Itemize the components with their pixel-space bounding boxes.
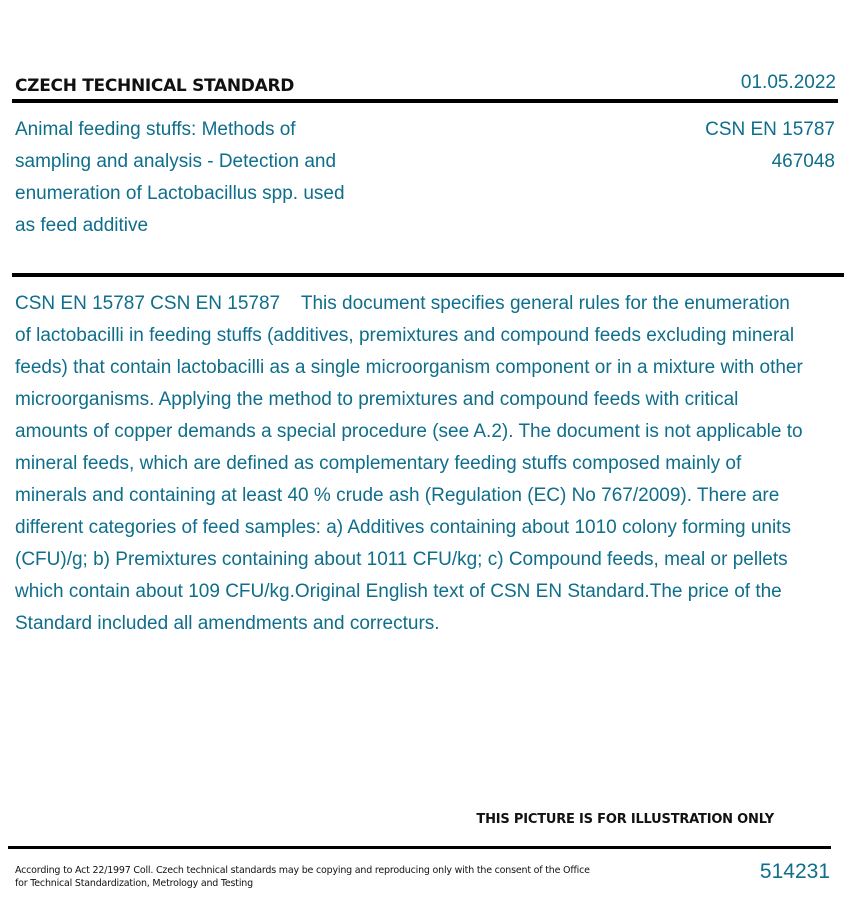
title-divider <box>12 273 844 277</box>
illustration-disclaimer: THIS PICTURE IS FOR ILLUSTRATION ONLY <box>476 812 774 827</box>
standard-number: 467048 <box>771 151 835 172</box>
standard-title: Animal feeding stuffs: Methods of sampling and analysis - Detection and enumeration of Lactobacillus spp. used as feed additive <box>15 119 345 236</box>
standard-description: CSN EN 15787 CSN EN 15787 This document specifies general rules for the enumeration of lactobacilli in feeding stuffs (additives, premixtures and compound feeds excluding mineral feeds) that contain lactobacilli as a single microorganism component or in a mixture with other microorganisms. Applying the method to premixtures and compound feeds with critical amounts of copper demands a special procedure (see A.2). The document is not applicable to mineral feeds, which are defined as complementary feeding stuffs composed mainly of minerals and containing at least 40 % crude ash (Regulation (EC) No 767/2009). There are different categories of feed samples: a) Additives containing about 1010 colony forming units (CFU)/g; b) Premixtures containing about 1011 CFU/kg; c) Compound feeds, meal or pellets which contain about 109 CFU/kg.Original English text of CSN EN Standard.The price of the Standard included all amendments and correcturs. <box>15 293 809 634</box>
header-divider <box>12 99 838 103</box>
publication-date: 01.05.2022 <box>740 72 836 93</box>
document-type-heading: CZECH TECHNICAL STANDARD <box>15 76 295 96</box>
standard-codes <box>705 114 835 178</box>
legal-notice: According to Act 22/1997 Coll. Czech technical standards may be copying and reproducing only with the consent of the Office for Technical Standardization, Metrology and Testing <box>15 865 590 889</box>
catalog-number: 514231 <box>759 860 830 883</box>
standard-code: CSN EN 15787 <box>705 119 835 140</box>
footer-divider <box>8 846 831 849</box>
